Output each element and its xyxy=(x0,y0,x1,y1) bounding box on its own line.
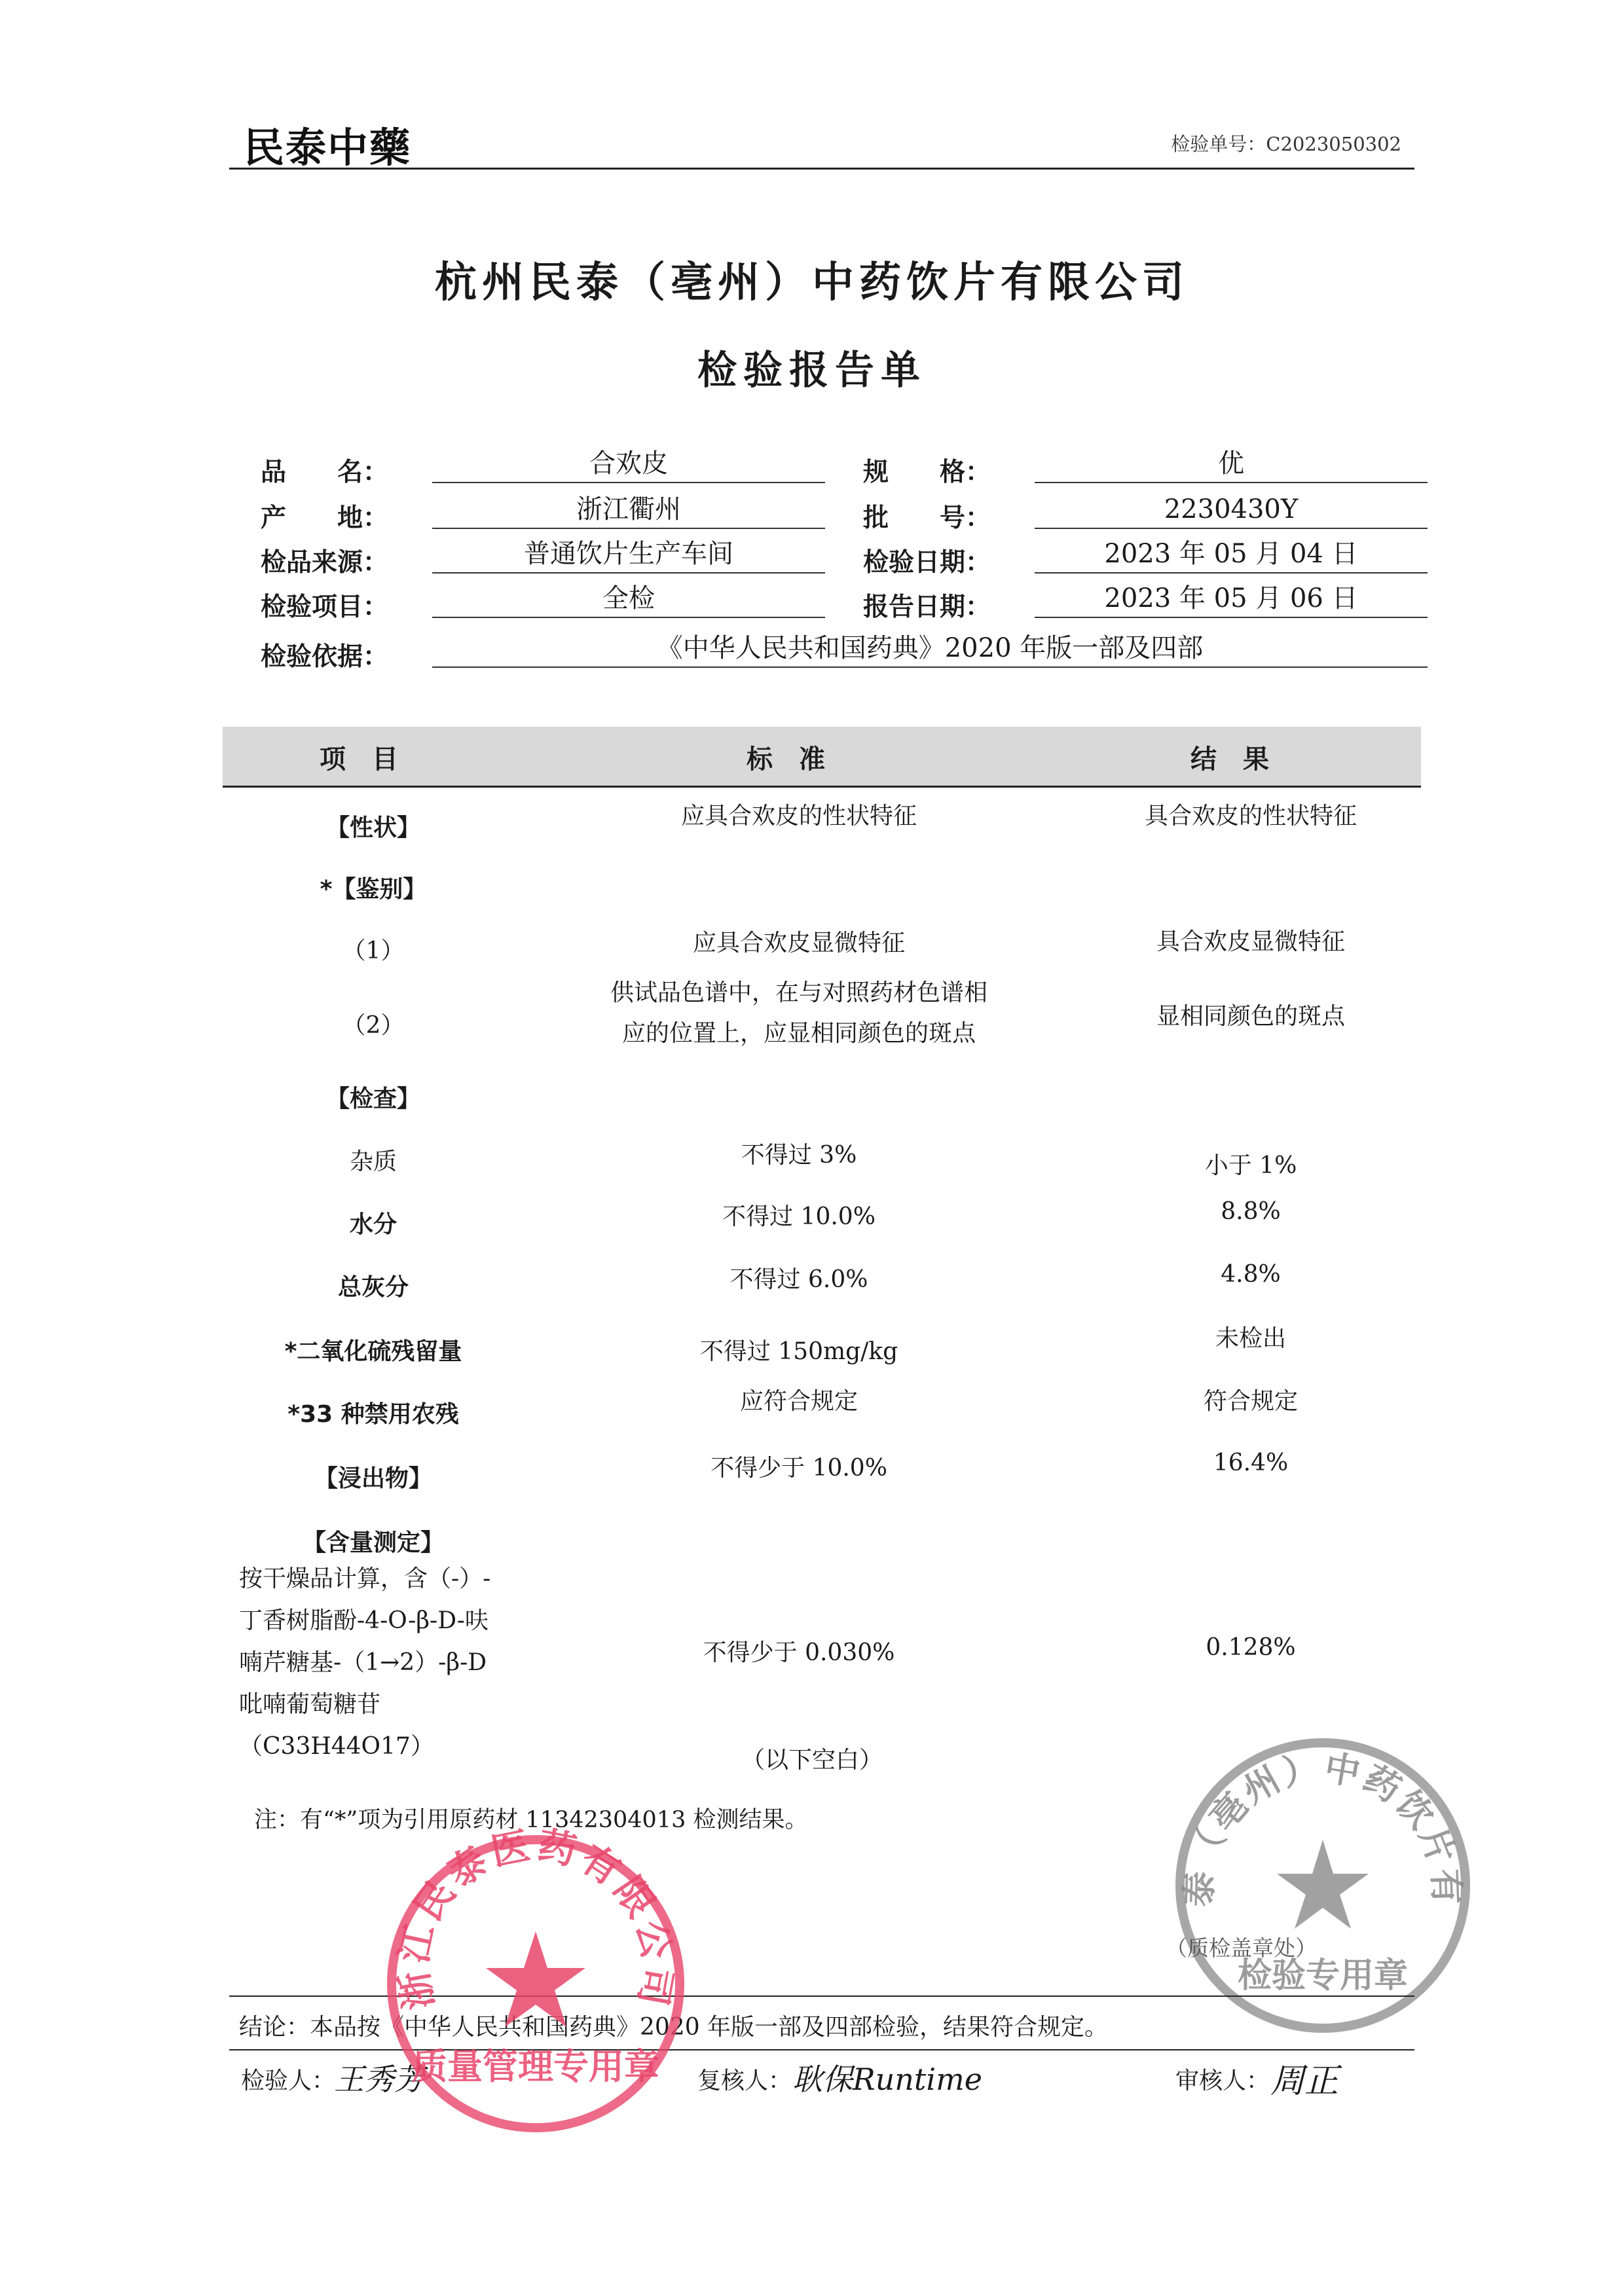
test-date-label: 检验日期： xyxy=(863,548,991,577)
row-so2-item: *二氧化硫残留量 xyxy=(284,1338,462,1365)
spec-label: 规 格： xyxy=(863,458,991,487)
document-title: 检验报告单 xyxy=(697,348,927,393)
approver-label: 审核人： xyxy=(1175,2068,1270,2094)
row-pesticide-result: 符合规定 xyxy=(1203,1388,1298,1415)
row-xingzhuang-result: 具合欢皮的性状特征 xyxy=(1144,803,1357,829)
row-hanliang-item: 【含量测定】 xyxy=(302,1529,444,1556)
item-value: 全检 xyxy=(432,580,825,618)
product-value: 合欢皮 xyxy=(432,445,825,483)
quality-seal-bottom-text: 质量管理专用章 xyxy=(412,2046,659,2087)
assay-line-1: 按干燥品计算，含（-）- xyxy=(239,1565,491,1592)
reviewer-label: 复核人： xyxy=(697,2068,792,2094)
row-zazhi-item: 杂质 xyxy=(349,1148,397,1175)
footnote: 注：有“*”项为引用原药材 11342304013 检测结果。 xyxy=(254,1807,808,1833)
origin-label: 产 地： xyxy=(261,503,389,533)
row-jianbie2-standard-line1: 供试品色谱中，在与对照药材色谱相 xyxy=(610,979,987,1006)
batch-value: 2230430Y xyxy=(1035,491,1428,529)
product-label: 品 名： xyxy=(261,458,389,487)
inspector-label: 检验人： xyxy=(241,2068,336,2094)
inspector-signature: 王秀芳 xyxy=(334,2062,424,2097)
row-jianbie2-standard xyxy=(504,973,1094,1054)
blank-note: （以下空白） xyxy=(741,1747,883,1774)
report-date-value: 2023 年 05 月 06 日 xyxy=(1035,580,1428,618)
row-xingzhuang-item: 【性状】 xyxy=(325,814,420,841)
row-huifen-standard: 不得过 6.0% xyxy=(729,1266,868,1293)
report-date-label: 报告日期： xyxy=(863,592,991,622)
row-jianbie1-result: 具合欢皮显微特征 xyxy=(1156,928,1345,955)
inspection-seal-bottom-text: 检验专用章 xyxy=(1237,1956,1409,1995)
row-jiancha-item: 【检查】 xyxy=(325,1085,420,1112)
row-huifen-item: 总灰分 xyxy=(337,1274,409,1301)
header-divider xyxy=(229,168,1414,170)
row-assay-result: 0.128% xyxy=(1206,1634,1296,1661)
row-zazhi-standard: 不得过 3% xyxy=(741,1142,857,1169)
row-xingzhuang-standard: 应具合欢皮的性状特征 xyxy=(680,803,917,829)
row-zazhi-result: 小于 1% xyxy=(1204,1152,1297,1179)
row-so2-standard: 不得过 150mg/kg xyxy=(699,1338,898,1365)
row-assay-standard: 不得少于 0.030% xyxy=(703,1639,895,1666)
row-so2-result: 未检出 xyxy=(1215,1325,1286,1352)
origin-value: 浙江衢州 xyxy=(432,491,825,529)
row-jianbie1-standard: 应具合欢皮显微特征 xyxy=(692,930,905,957)
row-jianbie1-item: （1） xyxy=(342,938,405,964)
approver-signature: 周正 xyxy=(1270,2062,1339,2101)
row-shuifen-result: 8.8% xyxy=(1221,1198,1281,1225)
row-assay-item xyxy=(239,1558,547,1768)
row-pesticide-item: *33 种禁用农残 xyxy=(287,1401,459,1428)
quality-seal-ring-text: 浙江民泰医药有限公司 xyxy=(390,1827,681,2013)
assay-line-3: 喃芹糖基-（1→2）-β-D xyxy=(239,1649,487,1676)
row-huifen-result: 4.8% xyxy=(1221,1261,1281,1288)
column-header-result: 结果 xyxy=(1190,744,1295,774)
test-date-value: 2023 年 05 月 04 日 xyxy=(1035,536,1428,574)
row-jianbie2-item: （2） xyxy=(342,1012,405,1039)
quality-seal xyxy=(378,1827,693,2141)
item-label: 检验项目： xyxy=(261,592,389,622)
row-jianbie2-result: 显相同颜色的斑点 xyxy=(1156,1003,1345,1030)
row-jinchu-standard: 不得少于 10.0% xyxy=(710,1455,887,1482)
column-header-item: 项目 xyxy=(320,744,424,774)
spec-value: 优 xyxy=(1035,445,1428,483)
source-value: 普通饮片生产车间 xyxy=(432,536,825,574)
company-logo: 民泰中藥 xyxy=(244,124,412,172)
seal-caption: （质检盖章处） xyxy=(1166,1935,1317,1961)
conclusion-text: 结论：本品按《中华人民共和国药典》2020 年版一部及四部检验，结果符合规定。 xyxy=(239,2014,1109,2041)
row-jianbie-item: *【鉴别】 xyxy=(320,876,427,903)
report-number: 检验单号：C2023050302 xyxy=(1171,133,1401,155)
assay-line-2: 丁香树脂酚-4-O-β-D-呋 xyxy=(239,1607,489,1634)
row-pesticide-standard: 应符合规定 xyxy=(739,1388,858,1415)
row-jinchu-result: 16.4% xyxy=(1213,1449,1289,1476)
basis-label: 检验依据： xyxy=(261,642,389,672)
reviewer-signature: 耿保Runtime xyxy=(792,2062,982,2097)
column-header-standard: 标准 xyxy=(747,744,851,774)
inspection-seal-ring-text: 泰（亳州）中药饮片有 xyxy=(1178,1747,1467,1908)
company-name: 杭州民泰（亳州）中药饮片有限公司 xyxy=(435,259,1189,307)
source-label: 检品来源： xyxy=(261,548,389,577)
row-jinchu-item: 【浸出物】 xyxy=(314,1465,432,1492)
row-shuifen-standard: 不得过 10.0% xyxy=(722,1203,876,1230)
row-shuifen-item: 水分 xyxy=(349,1211,397,1238)
row-jianbie2-standard-line2: 应的位置上，应显相同颜色的斑点 xyxy=(621,1020,976,1047)
batch-label: 批 号： xyxy=(863,503,991,533)
assay-line-4: 吡喃葡萄糖苷（C33H44O17） xyxy=(239,1691,434,1760)
basis-value: 《中华人民共和国药典》2020 年版一部及四部 xyxy=(432,630,1428,668)
